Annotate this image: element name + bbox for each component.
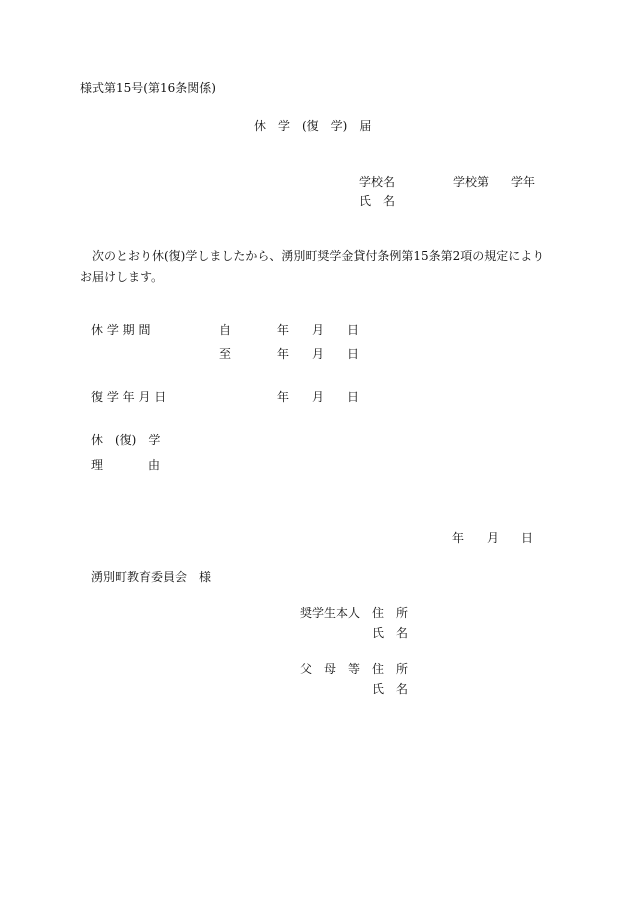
addressee: 湧別町教育委員会 様: [91, 570, 212, 584]
leave-period-from: 自: [219, 323, 232, 337]
leave-to-month: 月: [312, 347, 325, 361]
grade-prefix: 学校第: [453, 175, 490, 189]
grade-suffix: 学年: [511, 175, 536, 189]
form-number: 様式第15号(第16条関係): [80, 81, 216, 95]
guardian-name-label: 氏 名: [372, 682, 409, 696]
return-day: 日: [347, 390, 360, 404]
reason-label-left: 理: [91, 458, 104, 472]
scholar-address-label: 住 所: [372, 606, 409, 620]
leave-period-label: 休 学 期 間: [91, 323, 151, 337]
leave-to-day: 日: [347, 347, 360, 361]
school-name-label: 学校名: [359, 175, 396, 189]
submission-month: 月: [487, 531, 500, 545]
leave-to-year: 年: [277, 347, 290, 361]
form-title: 休 学 (復 学) 届: [254, 119, 372, 133]
leave-from-day: 日: [347, 323, 360, 337]
return-date-label: 復 学 年 月 日: [91, 390, 167, 404]
return-month: 月: [312, 390, 325, 404]
body-text: 次のとおり休(復)学しましたから、湧別町奨学金貸付条例第15条第2項の規定によりお届けします。: [80, 249, 545, 284]
leave-period-to: 至: [219, 347, 232, 361]
scholar-name-label: 氏 名: [372, 626, 409, 640]
reason-label-line1: 休 (復) 学: [91, 433, 161, 447]
leave-from-year: 年: [277, 323, 290, 337]
guardian-address-label: 住 所: [372, 662, 409, 676]
guardian-label: 父 母 等: [300, 662, 361, 676]
submission-day: 日: [521, 531, 534, 545]
scholar-label: 奨学生本人: [300, 606, 361, 620]
submission-year: 年: [452, 531, 465, 545]
return-year: 年: [277, 390, 290, 404]
leave-from-month: 月: [312, 323, 325, 337]
student-name-label: 氏 名: [359, 194, 396, 208]
reason-label-right: 由: [148, 458, 161, 472]
